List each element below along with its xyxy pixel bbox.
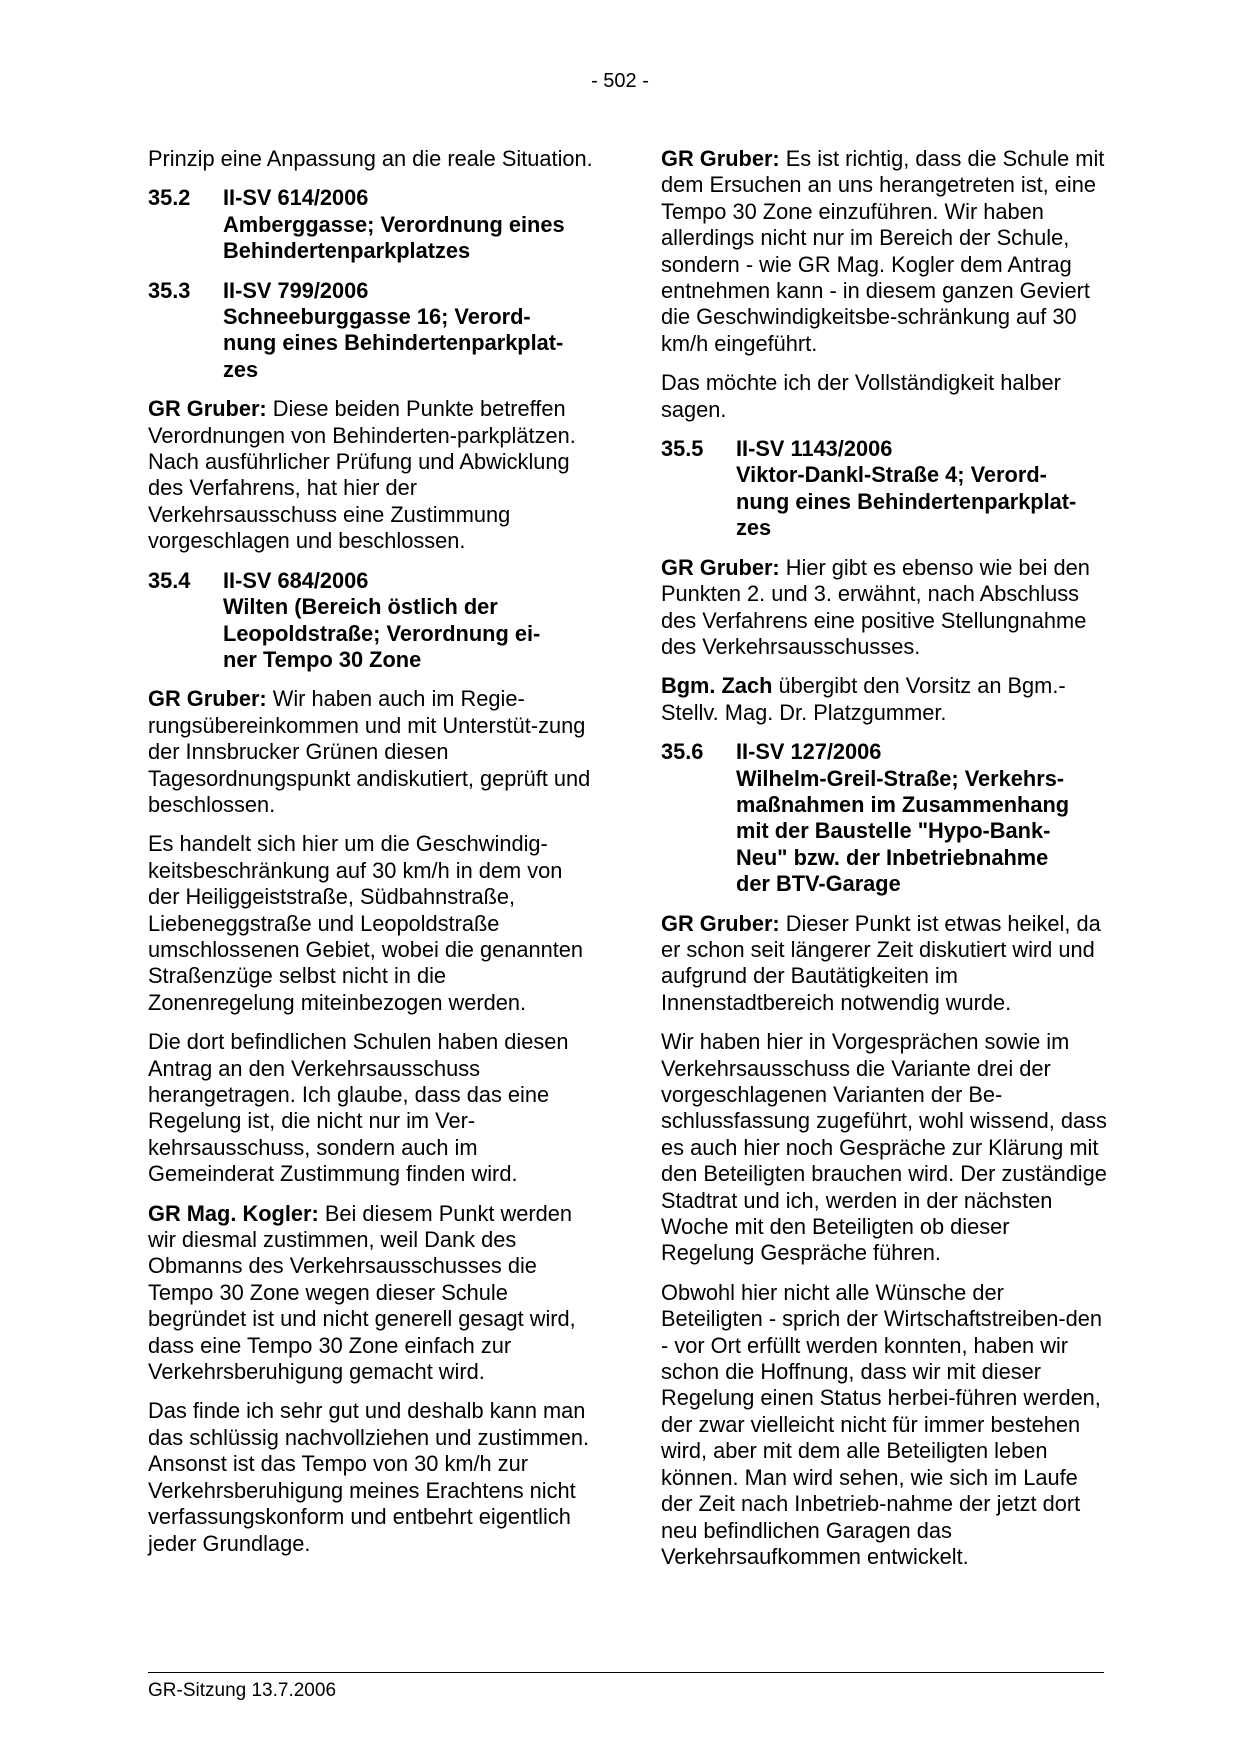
agenda-item-number: 35.4: [148, 567, 191, 593]
agenda-item-title: [223, 185, 595, 264]
paragraph-text: Bei diesem Punkt werden wir diesmal zustimmen, weil Dank des Obmanns des Verkehrsausschusses die Tempo 30 Zone wegen dieser Schule begründet ist und nicht generell gesagt wird, dass eine Tempo 30 Zone einfach zur Verkehrsberuhigung gemacht wird.: [148, 1200, 576, 1385]
agenda-item-title: [223, 568, 595, 674]
agenda-item-title-line: maßnahmen im Zusammenhang: [736, 791, 1070, 817]
body-paragraph: [661, 1029, 1108, 1267]
agenda-item-number: 35.2: [148, 185, 191, 211]
footer-divider: [148, 1672, 1104, 1673]
body-paragraph: [148, 1201, 595, 1386]
agenda-item-title-line: mit der Baustelle "Hypo-Bank-: [736, 818, 1051, 844]
agenda-item-heading: [661, 436, 1108, 542]
speaker-name: GR Gruber:: [661, 554, 780, 580]
left-column: [148, 146, 595, 1570]
agenda-item-heading: [148, 185, 595, 264]
paragraph-text: Es handelt sich hier um die Geschwindig-keitsbeschränkung auf 30 km/h in dem von der Heiliggeiststraße, Südbahnstraße, Liebeneggstraße und Leopoldstraße umschlossenen Gebiet, wobei die genannten Straßenzüge selbst nicht in die Zonenregelung miteinbezogen werden.: [148, 831, 584, 1015]
agenda-item-number: 35.6: [661, 739, 704, 765]
agenda-item-number: 35.5: [661, 436, 704, 462]
paragraph-text: Das möchte ich der Vollständigkeit halber sagen.: [661, 370, 1061, 422]
agenda-item-title: [223, 278, 595, 384]
agenda-item-title-line: nung eines Behindertenparkplat-: [736, 488, 1077, 514]
page-number: - 502 -: [591, 70, 649, 92]
agenda-item-title-line: der BTV-Garage: [736, 871, 901, 897]
body-paragraph: [148, 1398, 595, 1556]
paragraph-text: Das finde ich sehr gut und deshalb kann man das schlüssig nachvollziehen und zustimmen. Ansonst ist das Tempo von 30 km/h zur Verkehrsberuhigung meines Erachtens nicht verfassungskonform und entbehrt eigentlich jeder Grundlage.: [148, 1398, 590, 1556]
agenda-item-title-line: II-SV 614/2006: [223, 185, 369, 211]
agenda-item-title-line: II-SV 127/2006: [736, 739, 882, 765]
speaker-name: Bgm. Zach: [661, 673, 773, 699]
agenda-item-heading: [148, 278, 595, 384]
agenda-item-title-line: Wilten (Bereich östlich der: [223, 594, 498, 620]
agenda-item-title-line: zes: [223, 356, 259, 382]
body-paragraph: [661, 673, 1108, 726]
paragraph-text: Wir haben hier in Vorgesprächen sowie im Verkehrsausschuss die Variante drei der vorgeschlagenen Varianten der Be-schlussfassung zugeführt, wohl wissend, dass es auch hier noch Gespräche zur Klärung mit den Beteiligten brauchen wird. Der zuständige Stadtrat und ich, werden in der nächsten Woche mit den Beteiligten ob dieser Regelung Gespräche führen.: [661, 1029, 1107, 1266]
agenda-item-title-line: ner Tempo 30 Zone: [223, 646, 422, 672]
speaker-name: GR Mag. Kogler:: [148, 1200, 319, 1226]
body-paragraph: [148, 1029, 595, 1187]
agenda-item-title-line: Neu" bzw. der Inbetriebnahme: [736, 844, 1049, 870]
paragraph-text: Dieser Punkt ist etwas heikel, da er schon seit längerer Zeit diskutiert wird und aufgrund der Bautätigkeiten im Innenstadtbereich notwendig wurde.: [661, 910, 1101, 1015]
footer-session-label: GR-Sitzung 13.7.2006: [148, 1680, 337, 1701]
body-paragraph: [661, 146, 1108, 357]
agenda-item-title-line: Wilhelm-Greil-Straße; Verkehrs-: [736, 765, 1065, 791]
agenda-item-heading: [148, 568, 595, 674]
agenda-item-heading: [661, 739, 1108, 897]
agenda-item-title: [736, 739, 1108, 897]
agenda-item-title-line: Behindertenparkplatzes: [223, 238, 471, 264]
paragraph-text: Wir haben auch im Regie-rungsübereinkommen und mit Unterstüt-zung der Innsbrucker Grünen diesen Tagesordnungspunkt andiskutiert, geprüft und beschlossen.: [148, 686, 591, 817]
body-paragraph: [148, 831, 595, 1016]
right-column: [661, 146, 1108, 1583]
body-paragraph: [661, 555, 1108, 661]
speaker-name: GR Gruber:: [148, 686, 267, 712]
paragraph-text: Prinzip eine Anpassung an die reale Situation.: [148, 146, 593, 171]
speaker-name: GR Gruber:: [661, 146, 780, 171]
body-paragraph: [661, 1280, 1108, 1570]
body-paragraph: [148, 396, 595, 554]
agenda-item-title-line: Viktor-Dankl-Straße 4; Verord-: [736, 462, 1047, 488]
body-paragraph: [661, 911, 1108, 1017]
body-paragraph: [148, 146, 595, 172]
paragraph-text: Hier gibt es ebenso wie bei den Punkten 2. und 3. erwähnt, nach Abschluss des Verfahrens eine positive Stellungnahme des Verkehrsausschusses.: [661, 554, 1090, 659]
agenda-item-title-line: Leopoldstraße; Verordnung ei-: [223, 620, 541, 646]
speaker-name: GR Gruber:: [661, 910, 780, 936]
paragraph-text: Es ist richtig, dass die Schule mit dem Ersuchen an uns herangetreten ist, eine Tempo 30 Zone einzuführen. Wir haben allerdings nicht nur im Bereich der Schule, sondern - wie GR Mag. Kogler dem Antrag entnehmen kann - in diesem ganzen Geviert die Geschwindigkeitsbe-schränkung auf 30 km/h eingeführt.: [661, 146, 1105, 356]
agenda-item-title: [736, 436, 1108, 542]
paragraph-text: Diese beiden Punkte betreffen Verordnungen von Behinderten-parkplätzen. Nach ausführlicher Prüfung und Abwicklung des Verfahrens, hat hier der Verkehrsausschuss eine Zustimmung vorgeschlagen und beschlossen.: [148, 396, 576, 554]
agenda-item-title-line: zes: [736, 515, 772, 541]
agenda-item-title-line: Amberggasse; Verordnung eines: [223, 211, 565, 237]
agenda-item-title-line: II-SV 1143/2006: [736, 436, 893, 462]
paragraph-text: Die dort befindlichen Schulen haben diesen Antrag an den Verkehrsausschuss herangetragen. Ich glaube, dass das eine Regelung ist, die nicht nur im Ver-kehrsausschuss, sondern auch im Gemeinderat Zustimmung finden wird.: [148, 1029, 569, 1187]
paragraph-text: Obwohl hier nicht alle Wünsche der Beteiligten - sprich der Wirtschaftstreiben-den - vor Ort erfüllt werden konnten, haben wir schon die Hoffnung, dass wir mit dieser Regelung einen Status herbei-führen werden, der zwar vielleicht nicht für immer bestehen wird, aber mit dem alle Beteiligten leben können. Man wird sehen, wie sich im Laufe der Zeit nach Inbetrieb-nahme der jetzt dort neu befindlichen Garagen das Verkehrsaufkommen entwickelt.: [661, 1279, 1102, 1569]
speaker-name: GR Gruber:: [148, 396, 267, 422]
body-paragraph: [661, 370, 1108, 423]
agenda-item-title-line: Schneeburggasse 16; Verord-: [223, 304, 531, 330]
paragraph-text: übergibt den Vorsitz an Bgm.-Stellv. Mag. Dr. Platzgummer.: [661, 673, 1066, 725]
agenda-item-title-line: nung eines Behindertenparkplat-: [223, 330, 564, 356]
agenda-item-title-line: II-SV 684/2006: [223, 567, 369, 593]
body-paragraph: [148, 686, 595, 818]
agenda-item-number: 35.3: [148, 277, 191, 303]
agenda-item-title-line: II-SV 799/2006: [223, 277, 369, 303]
